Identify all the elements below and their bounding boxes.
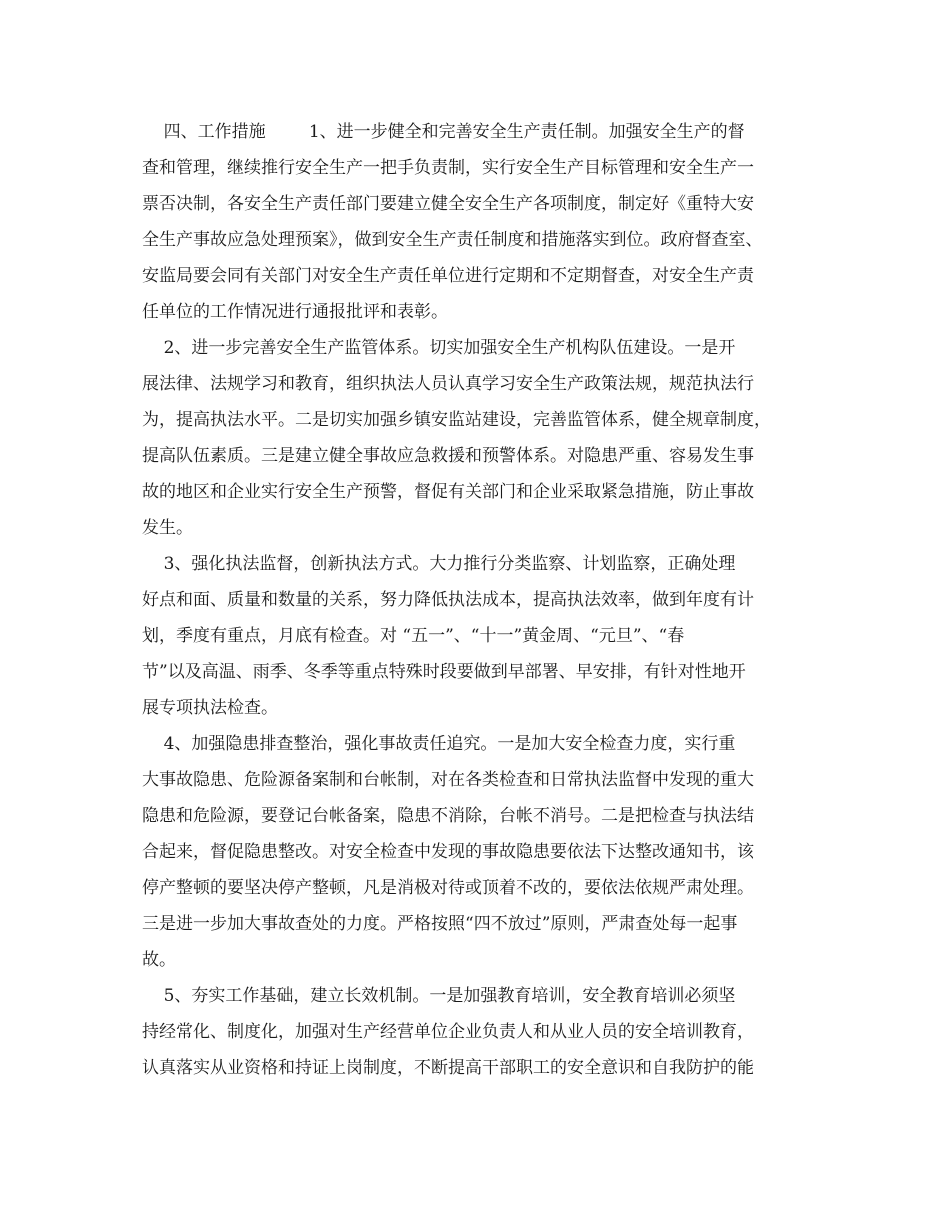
text-line: 2、进一步完善安全生产监管体系。切实加强安全生产机构队伍建设。一是开 xyxy=(142,338,736,358)
text-line: 节”以及高温、雨季、冬季等重点特殊时段要做到早部署、早安排，有针对性地开 xyxy=(142,662,746,682)
text-line: 提高队伍素质。三是建立健全事故应急救援和预警体系。对隐患严重、容易发生事 xyxy=(142,446,754,466)
text-line: 故。 xyxy=(142,950,176,970)
text-line: 3、强化执法监督，创新执法方式。大力推行分类监察、计划监察，正确处理 xyxy=(142,554,736,574)
text-line: 认真落实从业资格和持证上岗制度，不断提高干部职工的安全意识和自我防护的能 xyxy=(142,1058,754,1078)
text-line: 安监局要会同有关部门对安全生产责任单位进行定期和不定期督查，对安全生产责 xyxy=(142,266,754,286)
text-line: 4、加强隐患排查整治，强化事故责任追究。一是加大安全检查力度，实行重 xyxy=(142,734,736,754)
text-line: 划，季度有重点，月底有检查。对 “五一”、“十一”黄金周、“元旦”、“春 xyxy=(142,626,685,646)
text-line: 大事故隐患、危险源备案制和台帐制，对在各类检查和日常执法监督中发现的重大 xyxy=(142,770,754,790)
text-line: 票否决制，各安全生产责任部门要建立健全安全生产各项制度，制定好《重特大安 xyxy=(142,194,754,214)
text-line: 全生产事故应急处理预案》，做到安全生产责任制度和措施落实到位。政府督查室、 xyxy=(142,230,763,250)
text-line: 好点和面、质量和数量的关系，努力降低执法成本，提高执法效率，做到年度有计 xyxy=(142,590,754,610)
text-line: 发生。 xyxy=(142,518,193,538)
text-line: 四、工作措施 1、进一步健全和完善安全生产责任制。加强安全生产的督 xyxy=(142,122,745,142)
text-line: 持经常化、制度化，加强对生产经营单位企业负责人和从业人员的安全培训教育， xyxy=(142,1022,754,1042)
text-line: 查和管理，继续推行安全生产一把手负责制，实行安全生产目标管理和安全生产一 xyxy=(142,158,754,178)
text-line: 三是进一步加大事故查处的力度。严格按照“四不放过”原则，严肃查处每一起事 xyxy=(142,914,738,934)
text-line: 故的地区和企业实行安全生产预警，督促有关部门和企业采取紧急措施，防止事故 xyxy=(142,482,754,502)
text-line: 停产整顿的要坚决停产整顿，凡是消极对待或顶着不改的，要依法依规严肃处理。 xyxy=(142,878,754,898)
text-line: 隐患和危险源，要登记台帐备案，隐患不消除，台帐不消号。二是把检查与执法结 xyxy=(142,806,754,826)
text-line: 5、夯实工作基础，建立长效机制。一是加强教育培训，安全教育培训必须坚 xyxy=(142,986,736,1006)
text-line: 为，提高执法水平。二是切实加强乡镇安监站建设，完善监管体系，健全规章制度， xyxy=(142,410,771,430)
text-line: 展专项执法检查。 xyxy=(142,698,278,718)
text-line: 展法律、法规学习和教育，组织执法人员认真学习安全生产政策法规，规范执法行 xyxy=(142,374,754,394)
text-line: 合起来，督促隐患整改。对安全检查中发现的事故隐患要依法下达整改通知书，该 xyxy=(142,842,754,862)
text-line: 任单位的工作情况进行通报批评和表彰。 xyxy=(142,302,448,322)
